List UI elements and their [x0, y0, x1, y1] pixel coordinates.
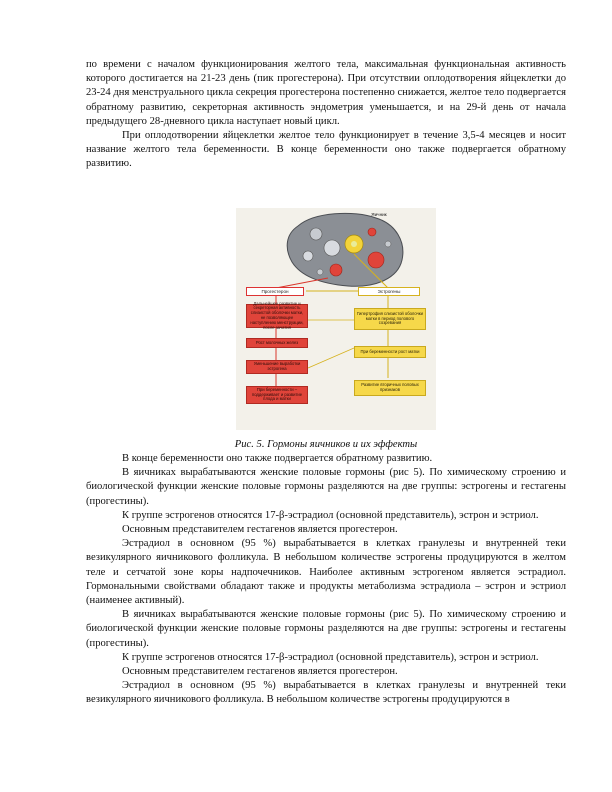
paragraph: по времени с началом функционирования желтого тела, максимальная функциональная активность которого достигается на 21-23 день (пик прогестерона). При отсутствии оплодотворения яйцеклетки до 23-24 дня менструального цикла секреция прогестерона постепенно снижается, желтое тело подвергается обратному развитию, секреторная активность эндометрия уменьшается, и на 29-й день от начала предыдущего 28-дневного цикла наступает новый цикл. — [86, 59, 566, 127]
paragraph: В конце беременности оно также подвергается обратному развитию. — [122, 453, 433, 464]
paragraph: При оплодотворении яйцеклетки желтое тело функционирует в течение 3,5-4 месяцев и носит название желтого тела беременности. В конце беременности оно также подвергается обратному развитию. — [86, 130, 566, 170]
paragraph: К группе эстрогенов относятся 17-β-эстрадиол (основной представитель), эстрон и эстриол. — [122, 509, 539, 521]
follicle-shape — [324, 240, 340, 256]
figure-ovary-hormones — [236, 208, 436, 430]
bottom-text-block — [86, 452, 566, 708]
follicle-shape — [368, 228, 376, 236]
progesterone-effect-box: Уменьшение выработки эстрогена — [246, 360, 308, 374]
paragraph: К группе эстрогенов относятся 17-β-эстрадиол (основной представитель), эстрон и эстриол. — [122, 651, 539, 663]
paragraph: Эстрадиол в основном (95 %) вырабатывается в клетках гранулезы и внутренней теки везикулярного яичникового фолликула. В небольшом количестве эстрогены продуцируются в желтом теле и сетчатой зоне коры надпочечников. Наиболее активным эстрогеном является эстрадиол. Гормональными свойствами обладают также и продукты метаболизма эстрадиола – эстрон и эстриол (наименее активный). — [86, 538, 566, 607]
follicle-shape — [368, 252, 384, 268]
paragraph: В яичниках вырабатываются женские половые гормоны (рис 5). По химическому строению и биологической функции женские половые гормоны разделяются на две группы: эстрогены и гестагены (прогестины). — [86, 467, 566, 507]
ovary-label: Яичник — [371, 212, 387, 217]
progesterone-effect-box: Рост молочных желез — [246, 338, 308, 348]
follicle-shape — [317, 269, 323, 275]
paragraph: В яичниках вырабатываются женские половые гормоны (рис 5). По химическому строению и биологической функции женские половые гормоны разделяются на две группы: эстрогены и гестагены (прогестины). — [86, 609, 566, 649]
progesterone-effect-box: Дальнейшее развитие и секреторная активность слизистой оболочки матки, не позволяющее наступлению менструации, после зачатия — [246, 304, 308, 328]
follicle-shape — [330, 264, 342, 276]
follicle-shape — [385, 241, 391, 247]
connector-line — [308, 348, 354, 368]
estrogens-header: Эстрогены — [358, 287, 420, 296]
corpus-luteum-core — [351, 241, 357, 247]
paragraph: Эстрадиол в основном (95 %) вырабатывается в клетках гранулезы и внутренней теки везикулярного яичникового фолликула. В небольшом количестве эстрогены продуцируются в — [86, 680, 566, 706]
paragraph: Основным представителем гестагенов является прогестерон. — [122, 524, 398, 536]
progesterone-header: Прогестерон — [246, 287, 304, 296]
figure-caption: Рис. 5. Гормоны яичников и их эффекты — [234, 439, 418, 450]
top-text-block — [86, 58, 566, 172]
progesterone-effect-box: При беременности – поддерживает и развитие плода и матки — [246, 386, 308, 404]
follicle-shape — [310, 228, 322, 240]
estrogen-effect-box: Развитие вторичных половых признаков — [354, 380, 426, 396]
follicle-shape — [303, 251, 313, 261]
estrogen-effect-box: При беременности рост матки — [354, 346, 426, 358]
estrogen-effect-box: Гипертрофия слизистой оболочки матки в период полового созревания — [354, 308, 426, 330]
ovary-shape — [287, 213, 403, 286]
paragraph: Основным представителем гестагенов является прогестерон. — [122, 666, 398, 678]
